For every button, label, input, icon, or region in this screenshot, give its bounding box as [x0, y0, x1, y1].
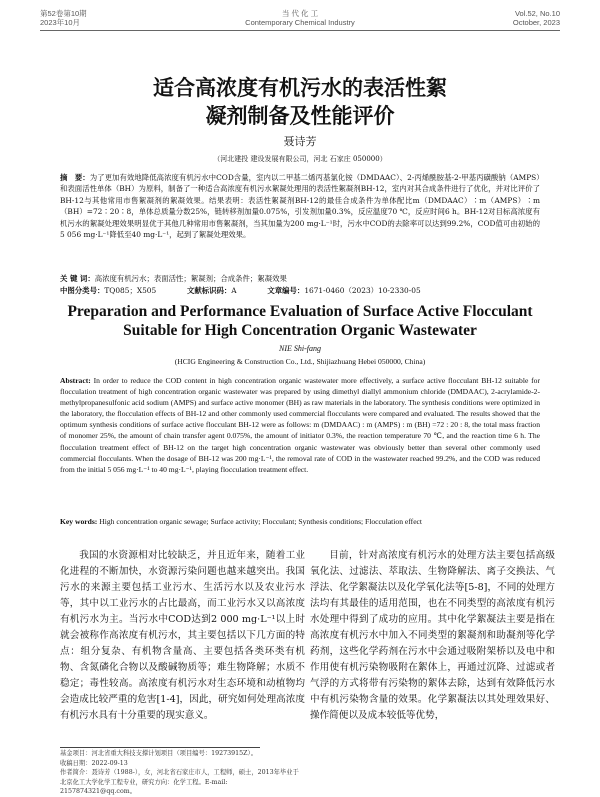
journal-volume-header-en	[513, 9, 560, 27]
abstract-zh	[60, 172, 540, 240]
header-rule	[40, 30, 560, 31]
journal-name-en: Contemporary Chemical Industry	[245, 18, 355, 27]
journal-name-header	[0, 9, 600, 27]
issue-date-en: October, 2023	[512, 18, 560, 27]
doc-code-label: 文献标识码：	[186, 286, 232, 295]
volume-issue-en: Vol.52, No.10	[514, 9, 560, 18]
clc-label: 中图分类号：	[60, 286, 105, 295]
keywords-en-text: High concentration organic sewage; Surface activity; Flocculant; Synthesis conditions; Flocculation effect	[99, 517, 423, 526]
abstract-en-text: In order to reduce the COD content in high concentration organic wastewater more effectively, a surface active flocculant BH-12 suitable for flocculation treatment of high concentration organic wastewater was prepared by using dimethyl diallyl ammonium chloride (DMDAAC), 2-acrylamide-2-methylpropanesulfonic acid sodium (AMPS) and surface active monomer (BH) as raw materials in the laboratory. The synthesis conditions were optimized in the laboratory, the flocculation effects of BH-12 and other commonly used commercial flocculants were compared and evaluated. The results showed that the optimum synthesis conditions of surface active flocculant BH-12 were as follows: m (DMDAAC) : m (AMPS) : m (BH) =72 : 20 : 8, the total mass fraction of monomer 25%, the amount of chain transfer agent 0.075%, the amount of initiator 0.3%, the reaction temperature 70 ℃, and the reaction time 6 h. The flocculation treatment effect of BH-12 on the target high concentration organic wastewater was obviously better than several other commonly used commercial flocculants. When the dosage of BH-12 was 200 mg·L⁻¹, the removal rate of COD in the wastewater reached 99.2%, and the COD was reduced from the initial 5 056 mg·L⁻¹ to 40 mg·L⁻¹, playing flocculation treatment effect.	[60, 376, 540, 474]
body-column-right: 目前，针对高浓度有机污水的处理方法主要包括高级氧化法、过滤法、萃取法、生物降解法、离子交换法、气浮法、化学絮凝法以及化学氧化法等[5-8]，不同的处理方法均有其最佳的适用范围，也在不同类型的高浓度有机污水处理中得到了成功的应用。其中化学絮凝法主要是指在高浓度有机污水中加入不同类型的絮凝剂和助凝剂等化学药剂，这些化学药剂在污水中会通过吸附架桥以及电中和作用使有机污染物吸附在絮体上，再通过沉降、过滤或者气浮的方式将带有污染物的絮体去除，达到有效降低污水中有机污染物含量的效果。化学絮凝法以其处理效果好、操作简便以及成本较低等优势，	[310, 550, 555, 721]
issue-date: 2023年10月	[40, 18, 81, 27]
doc-code: A	[231, 286, 237, 295]
keywords-zh-text: 高浓度有机污水；表面活性；絮凝剂；合成条件；絮凝效果	[94, 274, 287, 283]
abstract-en	[60, 375, 540, 475]
title-en-line-1: Preparation and Performance Evaluation of Surface Active Flocculant	[67, 303, 533, 320]
footnote-rule	[60, 747, 260, 748]
keywords-en	[60, 516, 540, 527]
keywords-zh	[60, 273, 540, 284]
article-number-label: 文章编号：	[267, 286, 305, 295]
clc-number: TQ085；X505	[104, 286, 157, 295]
footnote-author-bio: 作者简介：聂诗芳（1988-），女，河北省石家庄市人，工程师，硕士，2013年毕业于北京化工大学化学工程专业，研究方向：化学工程。E-mail: 2157874321@qq.com。	[60, 769, 299, 795]
title-en-line-2: Suitable for High Concentration Organic Wastewater	[123, 322, 477, 339]
journal-name-zh: 当 代 化 工	[281, 9, 319, 18]
title-zh-line-2: 凝剂制备及性能评价	[205, 104, 395, 128]
author-zh: 聂诗芳	[283, 135, 317, 148]
abstract-en-label: Abstract:	[60, 376, 91, 385]
abstract-zh-label: 摘 要：	[60, 173, 90, 182]
footnote-funding: 基金项目：河北省重大科技支撑计划项目（项目编号：19273915Z）。	[60, 750, 257, 757]
article-number: 1671-0460（2023）10-2330-05	[304, 286, 421, 295]
footnote-received: 收稿日期：2022-09-13	[60, 759, 128, 767]
paper-title-zh	[0, 74, 600, 130]
volume-issue: 第52卷第10期	[40, 9, 87, 18]
keywords-zh-label: 关 键 词：	[60, 274, 95, 283]
affiliation-zh: （河北建投 建设发展有限公司，河北 石家庄 050000）	[213, 155, 387, 163]
author-en: NIE Shi-fang	[279, 344, 321, 353]
paper-title-en	[40, 302, 560, 340]
classification-zh	[60, 285, 540, 296]
abstract-zh-text: 为了更加有效地降低高浓度有机污水中COD含量，室内以二甲基二烯丙基氯化铵（DMDAAC）、2-丙烯酰胺基-2-甲基丙磺酸钠（AMPS）和表面活性单体（BH）为原料，制备了一种适合高浓度有机污水絮凝处理用的表活性絮凝剂BH-12，室内对其合成条件进行了优化，并对比评价了BH-12与其他常用市售絮凝剂的絮凝效果。结果表明：表活性絮凝剂BH-12的最佳合成条件为单体配比m（DMDAAC）∶m（AMPS）∶m（BH）=72∶20∶8，单体总质量分数25%，链转移剂加量0.075%，引发剂加量0.3%，反应温度70 ℃，反应时间6 h。BH-12对目标高浓度有机污水的絮凝处理效果明显优于其他几种常用市售絮凝剂，当其加量为200 mg·L⁻¹时，污水中COD的去除率可以达到99.2%，COD值可由初始的5 056 mg·L⁻¹降低至40 mg·L⁻¹，起到了絮凝处理效果。	[60, 173, 540, 240]
title-zh-line-1: 适合高浓度有机污水的表活性絮	[153, 76, 447, 100]
keywords-en-label: Key words:	[60, 517, 98, 526]
affiliation-en: (HCIG Engineering & Construction Co., Ltd., Shijiazhuang Hebei 050000, China)	[174, 357, 426, 366]
footnotes	[60, 749, 300, 795]
body-column-left: 我国的水资源相对比较缺乏，并且近年来，随着工业化进程的不断加快，水资源污染问题也越来越突出。我国污水的来源主要包括工业污水、生活污水以及农业污水等，其中以工业污水的占比最高，而工业污水又以高浓度有机污水为主。当污水中COD达到2 000 mg·L⁻¹以上时就会被称作高浓度有机污水，其主要包括以下几方面的特点：组分复杂、有机物含量高、主要包括各类环类有机物、含氮磷化合物以及酸碱物质等；难生物降解；水质不稳定；毒性较高。高浓度有机污水对生态环境和动植物均会造成比较严重的危害[1-4]，因此，研究如何处理高浓度有机污水具有十分重要的现实意义。	[60, 550, 305, 721]
